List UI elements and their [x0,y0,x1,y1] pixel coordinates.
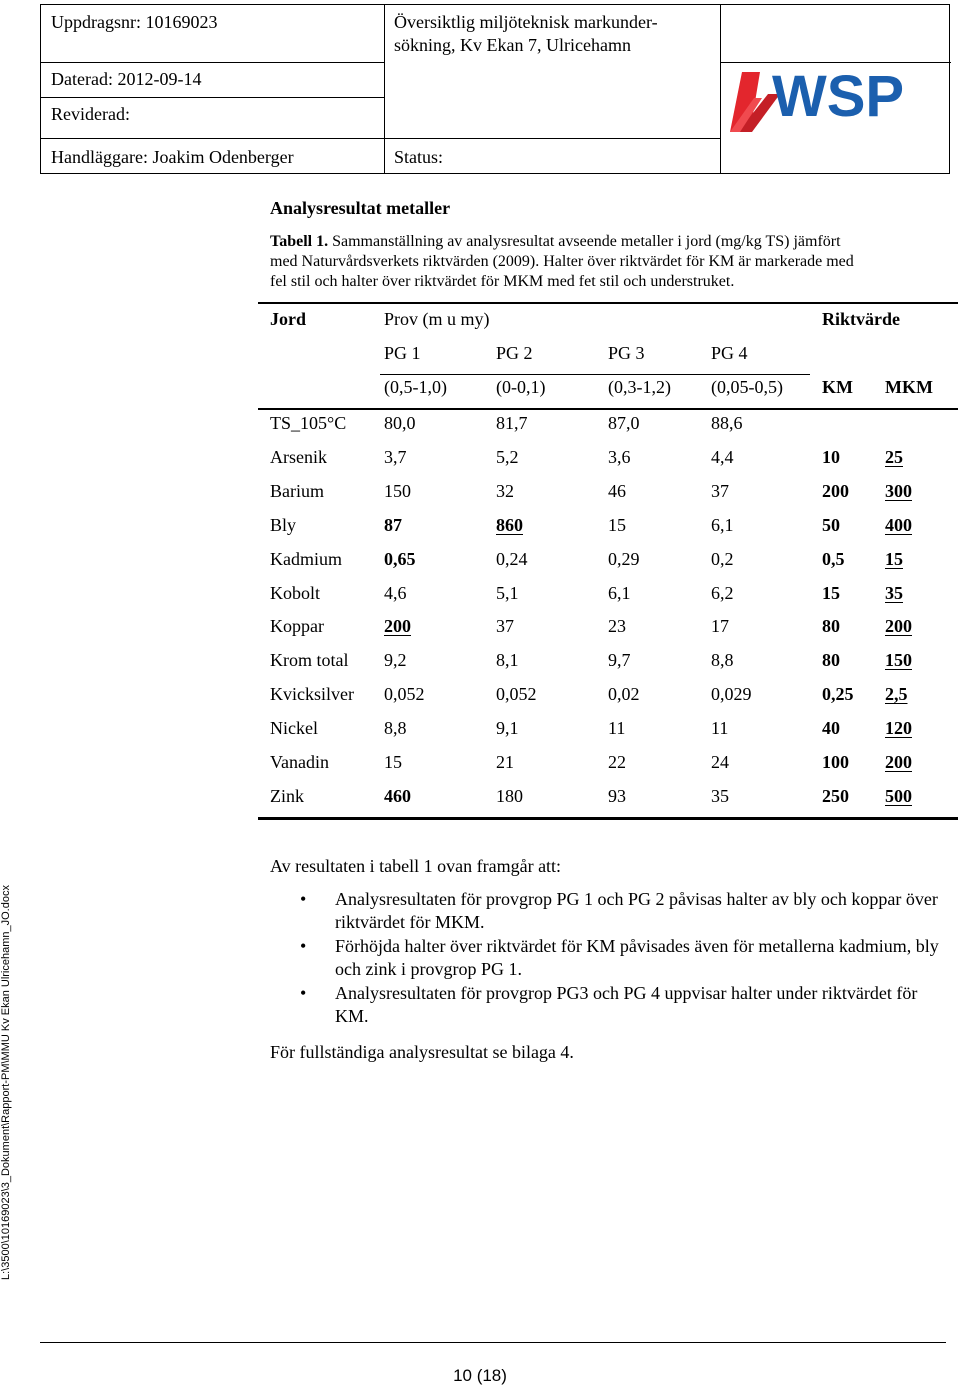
table-cell: 21 [496,752,514,772]
table-cell: 80,0 [384,413,416,433]
table-header-rule [258,408,958,410]
table-cell: 860 [496,515,523,535]
table-cell: 8,8 [384,718,407,738]
km-value: 0,25 [822,684,854,704]
table-cell: 24 [711,752,729,772]
table-cell: 0,052 [384,684,425,704]
date-field: Daterad: 2012-09-14 [51,69,202,89]
file-path: L:\3500\10169023\3_Dokument\Rapport-PM\MMU Kv Ekan Ulricehamn_JO.docx [0,885,12,1280]
row-label: Bly [270,515,297,535]
status-field: Status: [394,147,444,167]
table-cell: 200 [384,616,411,636]
row-label: Kvicksilver [270,684,354,704]
km-value: 0,5 [822,549,845,569]
km-value: 15 [822,583,840,603]
table-cell: 6,2 [711,583,734,603]
km-value: 80 [822,650,840,670]
list-item: • Förhöjda halter över riktvärdet för KM påvisades även för metallerna kadmium, bly och zink i provgrop PG 1. [300,935,950,981]
wsp-logo-text: WSP [772,64,905,129]
row-label: Arsenik [270,447,327,467]
row-label: TS_105°C [270,413,347,433]
depth-label: (0,05-0,5) [711,377,783,397]
table-cell: 15 [384,752,402,772]
mkm-value: 150 [885,650,912,670]
header-divider [41,138,720,139]
table-cell: 0,24 [496,549,528,569]
table-cell: 8,8 [711,650,734,670]
mkm-value: 120 [885,718,912,738]
table-cell: 81,7 [496,413,528,433]
table-cell: 5,1 [496,583,519,603]
header-divider [720,5,721,173]
table-top-rule [258,302,958,304]
table-cell: 8,1 [496,650,519,670]
assignment-number: Uppdragsnr: 10169023 [51,12,218,32]
row-label: Zink [270,786,304,806]
table-cell: 11 [608,718,626,738]
sample-label: PG 2 [496,343,533,363]
table-cell: 93 [608,786,626,806]
km-value: 10 [822,447,840,467]
mkm-value: 300 [885,481,912,501]
table-caption: Tabell 1. Sammanställning av analysresultat avseende metaller i jord (mg/kg TS) jämfört med Naturvårdsverkets riktvärden (2009). Halter över riktvärdet för KM är markerade med fel stil och halter över riktvärdet för MKM med fet stil och understruket. [270,233,854,290]
table-cell: 9,2 [384,650,407,670]
table-cell: 23 [608,616,626,636]
col-header-km: KM [822,377,853,397]
mkm-value: 200 [885,752,912,772]
table-cell: 0,02 [608,684,640,704]
table-cell: 0,052 [496,684,537,704]
table-cell: 35 [711,786,729,806]
table-cell: 4,6 [384,583,407,603]
closing-text: För fullständiga analysresultat se bilaga 4. [270,1042,574,1062]
row-label: Vanadin [270,752,329,772]
depth-label: (0,3-1,2) [608,377,671,397]
table-bottom-rule [258,817,958,820]
mkm-value: 400 [885,515,912,535]
km-value: 80 [822,616,840,636]
header-divider [41,62,384,63]
km-value: 250 [822,786,849,806]
header-divider [720,62,951,63]
col-header-jord: Jord [270,309,306,329]
findings-list [300,888,950,1029]
table-cell: 11 [711,718,729,738]
col-header-prov: Prov (m u my) [384,309,490,329]
report-title: Översiktlig miljöteknisk markunder- sökning, Kv Ekan 7, Ulricehamn [394,12,658,55]
wsp-logo [728,64,942,136]
table-cell: 46 [608,481,626,501]
sample-label: PG 4 [711,343,748,363]
table-cell: 37 [711,481,729,501]
table-cell: 32 [496,481,514,501]
mkm-value: 15 [885,549,903,569]
mkm-value: 2,5 [885,684,908,704]
header-divider [41,97,384,98]
row-label: Barium [270,481,324,501]
km-value: 50 [822,515,840,535]
km-value: 40 [822,718,840,738]
table-cell: 87,0 [608,413,640,433]
table-cell: 0,29 [608,549,640,569]
depth-label: (0-0,1) [496,377,546,397]
table-cell: 150 [384,481,411,501]
table-cell: 17 [711,616,729,636]
table-cell: 180 [496,786,523,806]
table-cell: 87 [384,515,402,535]
table-cell: 460 [384,786,411,806]
km-value: 100 [822,752,849,772]
table-cell: 6,1 [608,583,631,603]
row-label: Koppar [270,616,324,636]
mkm-value: 200 [885,616,912,636]
summary-intro: Av resultaten i tabell 1 ovan framgår att: [270,856,562,876]
table-cell: 15 [608,515,626,535]
table-cell: 0,65 [384,549,416,569]
page-number: 10 (18) [453,1366,507,1385]
section-title: Analysresultat metaller [270,198,451,218]
list-item: • Analysresultaten för provgrop PG3 och PG 4 uppvisar halter under riktvärdet för KM. [300,982,950,1028]
mkm-value: 25 [885,447,903,467]
sample-label: PG 3 [608,343,645,363]
sample-label: PG 1 [384,343,421,363]
table-cell: 9,7 [608,650,631,670]
table-cell: 9,1 [496,718,519,738]
km-value: 200 [822,481,849,501]
sample-subrule [380,374,810,375]
table-cell: 3,6 [608,447,631,467]
footer-rule [40,1342,946,1343]
handler-field: Handläggare: Joakim Odenberger [51,147,294,167]
table-cell: 0,2 [711,549,734,569]
row-label: Nickel [270,718,318,738]
table-cell: 3,7 [384,447,407,467]
row-label: Krom total [270,650,349,670]
table-cell: 88,6 [711,413,743,433]
revised-field: Reviderad: [51,104,130,124]
col-header-mkm: MKM [885,377,933,397]
row-label: Kadmium [270,549,342,569]
table-cell: 4,4 [711,447,734,467]
mkm-value: 35 [885,583,903,603]
list-item: • Analysresultaten för provgrop PG 1 och PG 2 påvisas halter av bly och koppar över riktvärdet för MKM. [300,888,950,934]
table-cell: 37 [496,616,514,636]
table-cell: 5,2 [496,447,519,467]
table-cell: 0,029 [711,684,752,704]
col-header-riktvarde: Riktvärde [822,309,900,329]
table-cell: 6,1 [711,515,734,535]
mkm-value: 500 [885,786,912,806]
row-label: Kobolt [270,583,321,603]
table-cell: 22 [608,752,626,772]
depth-label: (0,5-1,0) [384,377,447,397]
header-divider [384,5,385,173]
